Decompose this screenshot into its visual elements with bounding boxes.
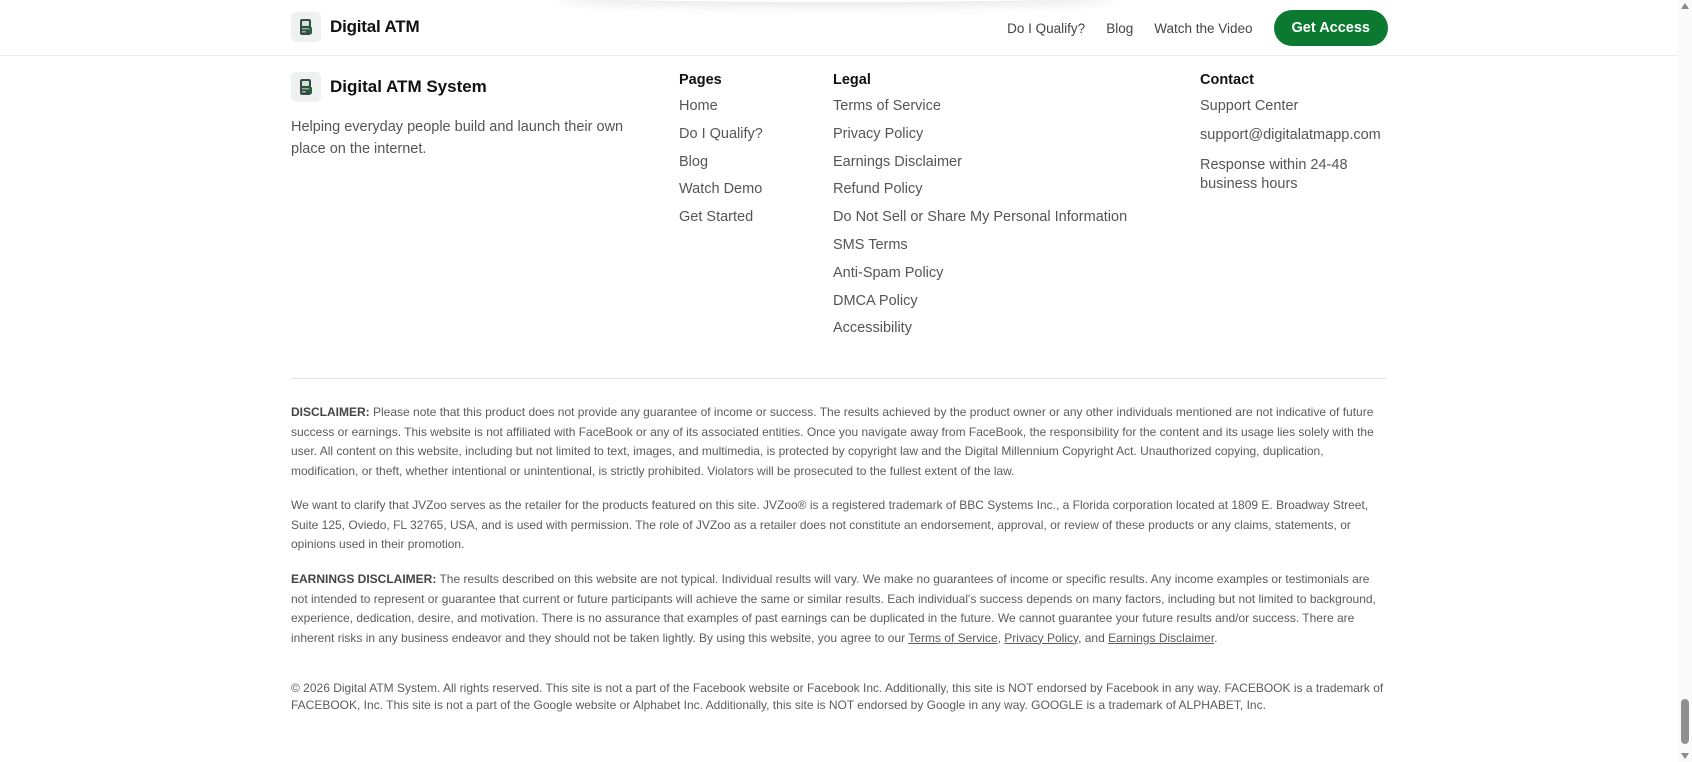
footer-link-refund-policy[interactable]: Refund Policy	[833, 181, 923, 198]
copyright-notice: © 2026 Digital ATM System. All rights reserved. This site is not a part of the Facebook website or Facebook Inc. Additionally, this site is NOT endorsed by Facebook in any way. FACEBOOK is a trademark of FACEBOOK, Inc. This site is not a part of the Google website or Alphabet Inc. Additionally, this site is NOT endorsed by Google in any way. GOOGLE is a trademark of ALPHABET, Inc.	[291, 681, 1384, 712]
footer-brand-name: Digital ATM System	[330, 77, 487, 96]
brand-name: Digital ATM	[330, 17, 420, 36]
footer-link-get-started[interactable]: Get Started	[679, 209, 754, 226]
page-scrollbar[interactable]	[1678, 0, 1692, 762]
nav-watch-video[interactable]: Watch the Video	[1154, 20, 1253, 36]
get-access-button[interactable]: Get Access	[1274, 10, 1388, 46]
response-time-text: Response within 24-48 business hours	[1200, 156, 1348, 193]
main-nav	[1007, 10, 1388, 46]
footer-link-home[interactable]: Home	[679, 98, 718, 114]
inline-period: .	[1214, 630, 1218, 645]
footer-contact-column	[1200, 72, 1390, 204]
atm-logo-icon	[291, 72, 321, 102]
inline-link-terms[interactable]: Terms of Service	[908, 630, 998, 645]
earnings-disclaimer-text: The results described on this website are not typical. Individual results will vary. We make no guarantees of income or specific results. Any income examples or testimonials are not intended to represent or guarantee that current or future participants will achieve the same or similar results. Each individual's success depends on many factors, including but not limited to background, experience, dedication, desire, and motivation. There is no assurance that examples of past earnings can be duplicated in the future. We cannot guarantee your future results and/or success. There are inherent risks in any business endeavor and they should not be taken lightly. By using this website, you agree to our	[291, 572, 1376, 645]
earnings-disclaimer-label: EARNINGS DISCLAIMER:	[291, 572, 437, 586]
pages-heading: Pages	[679, 72, 722, 88]
footer-link-blog[interactable]: Blog	[679, 153, 709, 170]
footer-brand	[291, 72, 631, 160]
scroll-thumb[interactable]	[1681, 699, 1689, 744]
legal-heading: Legal	[833, 72, 871, 88]
disclaimer-text: Please note that this product does not provide any guarantee of income or success. The results achieved by the product owner or any other individuals mentioned are not indicative of future success or earnings. This website is not affiliated with FaceBook or any of its associated entities. Once you navigate away from FaceBook, the responsibility for the content and its usage lies solely with the user. All content on this website, including but not limited to text, images, and multimedia, is protected by copyright law and the Digital Millennium Copyright Act. Unauthorized copying, duplication, modification, or theft, whether intentional or unintentional, is strictly prohibited. Violators will be prosecuted to the fullest extent of the law.	[291, 405, 1374, 478]
footer-tagline: Helping everyday people build and launch their own place on the internet.	[291, 119, 624, 157]
footer-link-accessibility[interactable]: Accessibility	[833, 320, 912, 337]
footer-link-sms-terms[interactable]: SMS Terms	[833, 236, 908, 253]
footer-link-do-i-qualify[interactable]: Do I Qualify?	[679, 125, 763, 142]
footer-link-dmca[interactable]: DMCA Policy	[833, 292, 918, 309]
earnings-disclaimer-paragraph	[291, 570, 1386, 648]
jvzoo-paragraph: We want to clarify that JVZoo serves as the retailer for the products featured on this site. JVZoo® is a registered trademark of BBC Systems Inc., a Florida corporation located at 1809 E. Broadway Street, Suite 125, Oviedo, FL 32765, USA, and is used with permission. The role of JVZoo as a retailer does not constitute an endorsement, approval, or review of these products or any claims, statements, or opinions used in their promotion.	[291, 498, 1369, 551]
header-brand[interactable]	[291, 12, 419, 42]
footer-pages-column	[679, 72, 763, 236]
disclaimer-label: DISCLAIMER:	[291, 405, 370, 419]
nav-do-i-qualify[interactable]: Do I Qualify?	[1007, 20, 1086, 36]
scroll-down-arrow-icon[interactable]	[1681, 753, 1689, 759]
site-header	[0, 0, 1678, 56]
contact-heading: Contact	[1200, 72, 1254, 88]
footer-legal-column	[833, 72, 1127, 347]
inline-separator: ,	[997, 630, 1005, 645]
footer-divider	[291, 378, 1386, 379]
header-shadow	[555, 0, 1115, 2]
disclaimer-paragraph	[291, 403, 1386, 481]
inline-separator: , and	[1078, 630, 1109, 645]
footer-link-support-email[interactable]: support@digitalatmapp.com	[1200, 127, 1381, 144]
inline-link-privacy[interactable]: Privacy Policy	[1004, 630, 1079, 645]
scroll-up-arrow-icon[interactable]	[1681, 3, 1689, 9]
footer-link-privacy[interactable]: Privacy Policy	[833, 125, 924, 142]
atm-logo-icon	[291, 12, 321, 42]
footer-link-earnings-disclaimer[interactable]: Earnings Disclaimer	[833, 153, 962, 170]
inline-link-earnings[interactable]: Earnings Disclaimer	[1108, 630, 1215, 645]
nav-blog[interactable]: Blog	[1106, 20, 1134, 36]
footer-link-terms[interactable]: Terms of Service	[833, 98, 941, 114]
footer-link-support-center[interactable]: Support Center	[1200, 98, 1299, 114]
footer-link-anti-spam[interactable]: Anti-Spam Policy	[833, 264, 944, 281]
footer-link-do-not-sell[interactable]: Do Not Sell or Share My Personal Information	[833, 209, 1128, 226]
footer-link-watch-demo[interactable]: Watch Demo	[679, 181, 763, 198]
